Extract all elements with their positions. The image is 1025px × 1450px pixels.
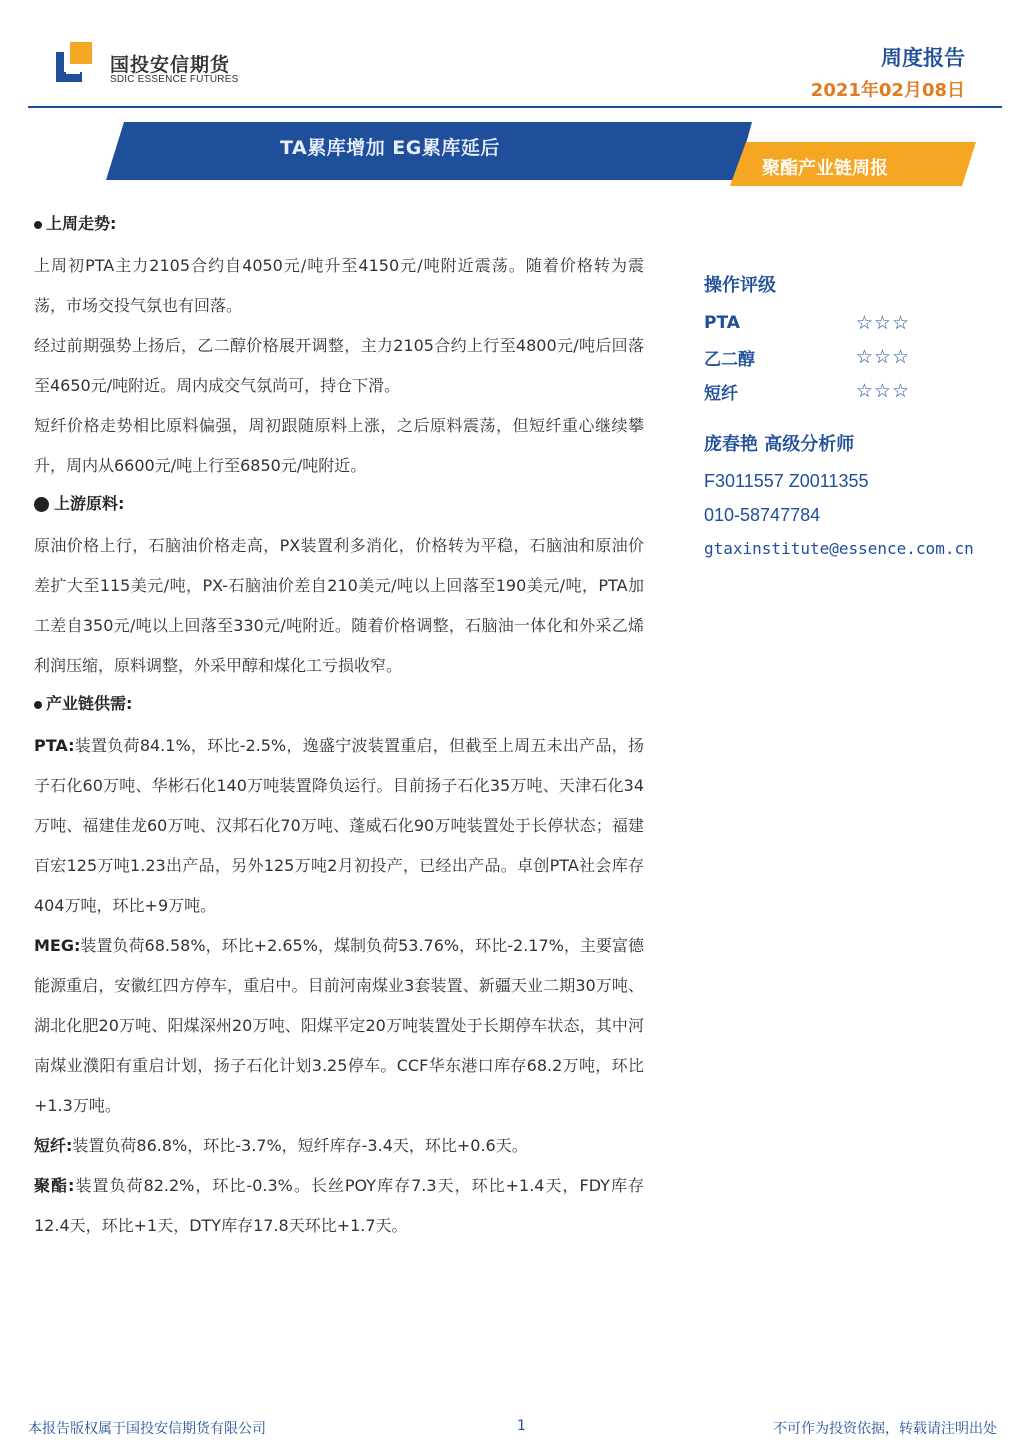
rating-row-staple-fiber — [704, 374, 910, 408]
item-lead: MEG: — [34, 936, 81, 955]
company-logo-mark — [56, 42, 102, 84]
item-text: 装置负荷82.2%，环比-0.3%。长丝POY库存7.3天，环比+1.4天，FDY库存12.4天，环比+1天，DTY库存17.8天环比+1.7天。 — [34, 1176, 644, 1235]
sidebar — [704, 272, 1014, 566]
section-heading-text: 产业链供需: — [46, 694, 133, 713]
star-rating-icon: ☆☆☆ — [855, 312, 910, 334]
analyst-name: 庞春艳 高级分析师 — [704, 434, 855, 455]
analyst-email[interactable]: gtaxinstitute@essence.com.cn — [704, 539, 974, 558]
bullet-icon — [34, 701, 42, 709]
bullet-icon — [34, 497, 49, 512]
item-text: 装置负荷84.1%，环比-2.5%，逸盛宁波装置重启，但截至上周五未出产品，扬子石化60万吨、华彬石化140万吨装置降负运行。目前扬子石化35万吨、天津石化34万吨、福建佳龙60万吨、汉邦石化70万吨、蓬威石化90万吨装置处于长停状态；福建百宏125万吨1.23出产品，另外125万吨2月初投产，已经出产品。卓创PTA社会库存404万吨，环比+9万吨。 — [34, 736, 644, 915]
supply-item-meg — [34, 926, 644, 1126]
star-rating-icon: ☆☆☆ — [855, 346, 910, 368]
item-text: 装置负荷68.58%，环比+2.65%，煤制负荷53.76%，环比-2.17%，主要富德能源重启，安徽红四方停车，重启中。目前河南煤业3套装置、新疆天业二期30万吨、湖北化肥20万吨、阳煤深州20万吨、阳煤平定20万吨装置处于长期停车状态，其中河南煤业濮阳有重启计划，扬子石化计划3.25停车。CCF华东港口库存68.2万吨，环比+1.3万吨。 — [34, 936, 644, 1115]
report-title: TA累库增加 EG累库延后 — [280, 137, 500, 159]
report-series-tag: 聚酯产业链周报 — [762, 158, 888, 179]
footer-disclaimer: 不可作为投资依据，转载请注明出处 — [773, 1421, 997, 1437]
report-type: 周度报告 — [881, 46, 965, 70]
section-supply-demand — [34, 692, 644, 1246]
company-name-cn: 国投安信期货 — [110, 54, 231, 76]
header-divider — [28, 106, 1002, 108]
section-last-week — [34, 212, 644, 486]
supply-item-polyester — [34, 1166, 644, 1246]
star-rating-icon: ☆☆☆ — [855, 380, 910, 402]
supply-item-pta — [34, 726, 644, 926]
section-heading — [34, 212, 644, 236]
paragraph: 短纤价格走势相比原料偏强，周初跟随原料上涨，之后原料震荡，但短纤重心继续攀升，周内从6600元/吨上行至6850元/吨附近。 — [34, 416, 644, 475]
page-number: 1 — [517, 1418, 526, 1434]
section-heading-text: 上游原料: — [54, 494, 125, 513]
bullet-icon — [34, 221, 42, 229]
section-heading-text: 上周走势: — [46, 214, 117, 233]
item-lead: 短纤: — [34, 1136, 73, 1155]
footer-copyright: 本报告版权属于国投安信期货有限公司 — [28, 1421, 266, 1437]
section-heading — [34, 692, 644, 716]
paragraph: 经过前期强势上扬后，乙二醇价格展开调整，主力2105合约上行至4800元/吨后回落至4650元/吨附近。周内成交气氛尚可，持仓下滑。 — [34, 336, 644, 395]
rating-label: 短纤 — [704, 383, 738, 404]
rating-label: 乙二醇 — [704, 349, 755, 370]
item-lead: PTA: — [34, 736, 75, 755]
section-heading — [34, 492, 644, 516]
rating-row-meg — [704, 340, 910, 374]
analyst-license: F3011557 Z0011355 — [704, 471, 869, 491]
item-lead: 聚酯: — [34, 1176, 75, 1195]
supply-item-staple-fiber — [34, 1126, 644, 1166]
report-date: 2021年02月08日 — [810, 80, 965, 101]
main-content — [34, 212, 644, 1252]
rating-label: PTA — [704, 313, 740, 333]
section-upstream — [34, 492, 644, 686]
company-name-en: SDIC ESSENCE FUTURES — [110, 74, 239, 85]
analyst-phone: 010-58747784 — [704, 505, 821, 525]
paragraph: 上周初PTA主力2105合约自4050元/吨升至4150元/吨附近震荡。随着价格转为震荡，市场交投气氛也有回落。 — [34, 256, 644, 315]
item-text: 装置负荷86.8%，环比-3.7%，短纤库存-3.4天，环比+0.6天。 — [72, 1136, 528, 1155]
rating-title: 操作评级 — [704, 275, 776, 296]
paragraph: 原油价格上行，石脑油价格走高，PX装置利多消化，价格转为平稳，石脑油和原油价差扩大至115美元/吨，PX-石脑油价差自210美元/吨以上回落至190美元/吨，PTA加工差自350元/吨以上回落至330元/吨附近。随着价格调整，石脑油一体化和外采乙烯利润压缩，原料调整，外采甲醇和煤化工亏损收窄。 — [34, 536, 644, 675]
rating-row-pta — [704, 306, 910, 340]
